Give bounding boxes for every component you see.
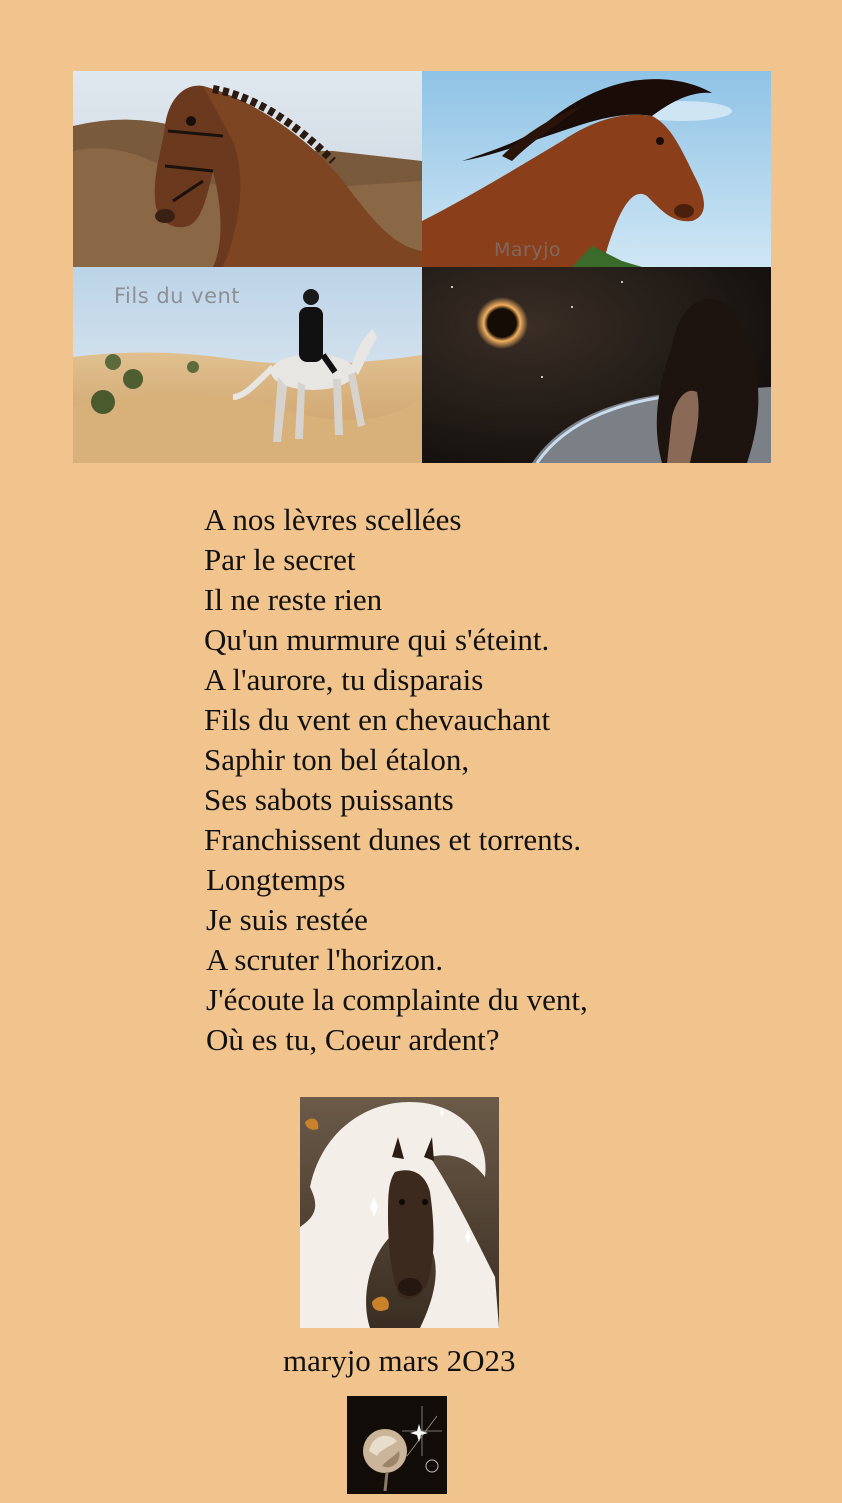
poem-line: Qu'un murmure qui s'éteint. [204,622,550,657]
poem-line: Ses sabots puissants [204,782,454,817]
poem-line: Longtemps [206,862,346,897]
poem-line: Il ne reste rien [204,582,383,617]
poem-line: Je suis restée [206,902,368,937]
poem-line: A scruter l'horizon. [206,942,444,977]
poem-line: Franchissent dunes et torrents. [204,822,582,857]
photo-collage [73,71,771,463]
watermark-fils-du-vent: Fils du vent [114,284,241,308]
eclipse-woman-photo [422,267,771,463]
rose-sparkle-image [347,1396,447,1494]
watermark-maryjo: Maryjo [494,239,561,261]
chestnut-horse-sky-photo [422,71,771,267]
poem-line: Où es tu, Coeur ardent? [206,1022,500,1057]
poem-line: A nos lèvres scellées [204,502,462,537]
signature: maryjo mars 2O23 [283,1343,516,1378]
white-mane-horse-image [300,1097,499,1328]
bay-horse-bridle-photo [73,71,422,267]
rider-desert-horse-photo [73,267,422,463]
poem-line: Fils du vent en chevauchant [204,702,551,737]
poem-line: Par le secret [204,542,356,577]
poem-line: J'écoute la complainte du vent, [206,982,588,1017]
poem-line: Saphir ton bel étalon, [204,742,470,777]
poem-line: A l'aurore, tu disparais [204,662,484,697]
poem [204,500,588,1060]
